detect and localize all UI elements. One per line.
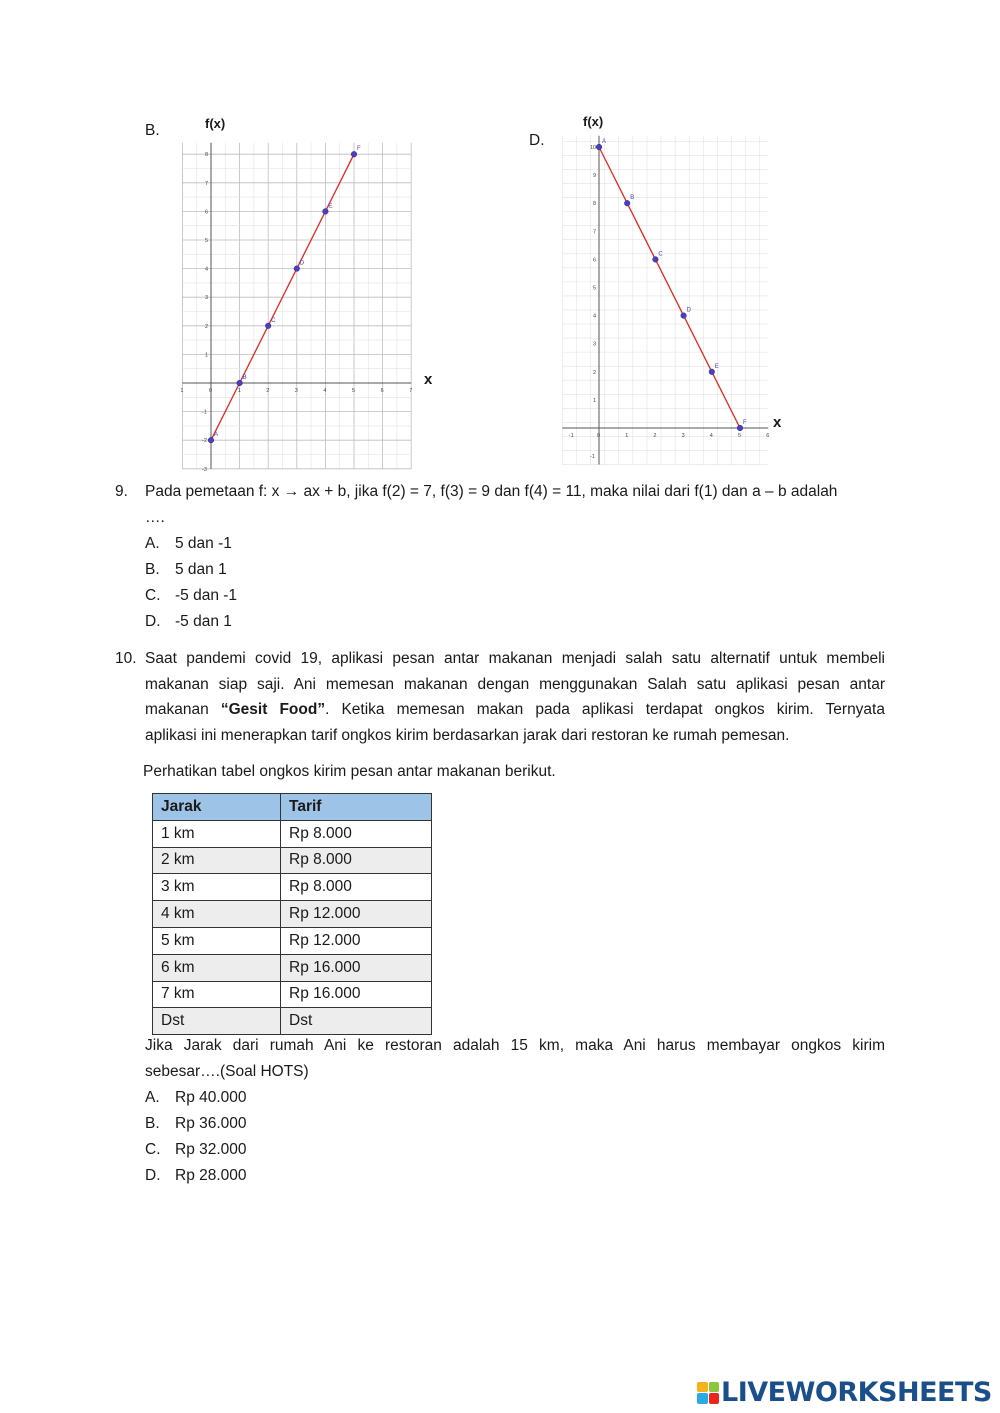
- logo-wordmark: LIVEWORKSHEETS: [721, 1377, 992, 1408]
- point-b: [237, 380, 243, 386]
- y-tick-label: -3: [202, 466, 207, 473]
- grid: [182, 143, 411, 469]
- cell-tarif: Rp 16.000: [281, 981, 432, 1008]
- graph-b-label: B.: [145, 122, 160, 139]
- option-text: Rp 28.000: [175, 1167, 247, 1184]
- y-tick-label: 6: [205, 209, 209, 216]
- x-tick-label: 3: [681, 433, 685, 439]
- q10-option-c[interactable]: [145, 1137, 247, 1163]
- point-c: [653, 257, 659, 263]
- cell-tarif: Rp 16.000: [281, 954, 432, 981]
- q9-option-b[interactable]: [145, 557, 227, 583]
- table-header-row: [153, 794, 432, 821]
- y-tick-label: -2: [202, 438, 207, 445]
- table-row: [153, 1008, 432, 1035]
- table-intro: Perhatikan tabel ongkos kirim pesan antar makanan berikut.: [143, 763, 556, 780]
- point-c: [265, 323, 271, 329]
- graph-b: [180, 136, 440, 474]
- option-text: -5 dan 1: [175, 613, 232, 630]
- q9-text-line1: Pada pemetaan f: x → ax + b, jika f(2) = 7, f(3) = 9 dan f(4) = 11, maka nilai dari f(1) dan a – b adalah: [145, 483, 838, 500]
- point-f: [351, 151, 357, 157]
- app-name: “Gesit Food”: [220, 701, 326, 718]
- y-tick-label: 2: [593, 369, 597, 376]
- cell-tarif: Dst: [281, 1008, 432, 1035]
- y-tick-label: 3: [593, 341, 597, 348]
- cell-jarak: 7 km: [153, 981, 281, 1008]
- y-tick-label: 7: [205, 180, 209, 187]
- cell-jarak: 3 km: [153, 874, 281, 901]
- cell-tarif: Rp 12.000: [281, 901, 432, 928]
- y-tick-label: 3: [205, 295, 209, 302]
- point-e: [709, 369, 715, 375]
- cell-jarak: 4 km: [153, 901, 281, 928]
- option-text: Rp 36.000: [175, 1115, 247, 1132]
- table-row: [153, 981, 432, 1008]
- option-letter: A.: [145, 1089, 160, 1106]
- x-tick-label: 2: [653, 433, 657, 439]
- graph-d-plot: [555, 133, 785, 471]
- option-text: Rp 40.000: [175, 1089, 247, 1106]
- q9-option-a[interactable]: [145, 531, 232, 557]
- option-text: -5 dan -1: [175, 587, 238, 604]
- option-letter: B.: [145, 1115, 160, 1132]
- x-tick-label: 1: [180, 388, 184, 394]
- cell-tarif: Rp 12.000: [281, 927, 432, 954]
- y-tick-label: 1: [205, 352, 209, 359]
- point-label: D: [299, 260, 305, 267]
- graph-d-label: D.: [529, 132, 545, 149]
- table-row: [153, 954, 432, 981]
- point-label: A: [214, 432, 219, 439]
- y-tick-label: 4: [205, 266, 209, 273]
- header-jarak: Jarak: [153, 794, 281, 821]
- option-letter: A.: [145, 535, 160, 552]
- header-tarif: Tarif: [281, 794, 432, 821]
- q10-number: 10.: [115, 650, 137, 667]
- point-label: A: [602, 139, 607, 145]
- point-label: C: [658, 251, 663, 258]
- x-tick-label: 5: [738, 433, 742, 439]
- x-tick-label: 0: [209, 388, 213, 394]
- table-row: [153, 820, 432, 847]
- point-label: F: [743, 420, 747, 426]
- point-label: F: [357, 146, 361, 153]
- x-tick-label: -1: [568, 433, 574, 439]
- tariff-table: [152, 793, 432, 1035]
- x-tick-label: 4: [323, 388, 327, 394]
- x-tick-label: 3: [294, 388, 298, 394]
- liveworksheets-logo[interactable]: [697, 1377, 992, 1408]
- option-text: 5 dan -1: [175, 535, 232, 552]
- point-label: E: [328, 203, 333, 210]
- x-tick-label: 1: [237, 388, 241, 394]
- graph-d: [555, 133, 785, 471]
- cell-jarak: 1 km: [153, 820, 281, 847]
- option-letter: C.: [145, 1141, 161, 1158]
- q10-text-line3: [145, 697, 885, 723]
- point-label: B: [242, 375, 247, 381]
- point-d: [681, 313, 687, 319]
- option-letter: D.: [145, 1167, 161, 1184]
- y-tick-label: 9: [593, 173, 597, 180]
- x-tick-label: 6: [766, 433, 770, 439]
- q9-number: 9.: [115, 483, 128, 500]
- graph-b-xlabel: x: [424, 371, 433, 388]
- q10-text-line2: makanan siap saji. Ani memesan makanan dengan menggunakan Salah satu aplikasi pesan antar: [145, 676, 885, 693]
- y-tick-label: 5: [593, 285, 597, 292]
- y-tick-label: 8: [593, 201, 597, 208]
- point-b: [624, 200, 630, 206]
- y-tick-label: 2: [205, 323, 209, 330]
- point-label: C: [271, 317, 276, 324]
- graph-b-ylabel: f(x): [205, 116, 226, 131]
- table-row: [153, 847, 432, 874]
- q10-text-line1: Saat pandemi covid 19, aplikasi pesan antar makanan menjadi salah satu alternatif untuk membeli: [145, 650, 885, 667]
- cell-tarif: Rp 8.000: [281, 847, 432, 874]
- point-label: E: [714, 363, 719, 370]
- point-label: B: [630, 195, 635, 202]
- graph-b-plot: [180, 136, 440, 474]
- option-letter: D.: [145, 613, 161, 630]
- q10-option-d[interactable]: [145, 1163, 247, 1189]
- y-tick-label: -1: [202, 409, 207, 416]
- table-row: [153, 927, 432, 954]
- table-row: [153, 901, 432, 928]
- y-tick-label: 10: [590, 145, 597, 151]
- x-tick-label: 5: [352, 388, 356, 394]
- x-tick-label: 6: [380, 388, 384, 394]
- grid: [562, 136, 768, 465]
- y-tick-label: 6: [593, 257, 597, 264]
- point-a: [208, 437, 214, 443]
- cell-jarak: Dst: [153, 1008, 281, 1035]
- logo-mark-icon: [697, 1382, 719, 1404]
- x-tick-label: 0: [597, 433, 601, 439]
- graph-d-xlabel: x: [773, 414, 782, 431]
- q10-option-a[interactable]: [145, 1085, 247, 1111]
- cell-jarak: 2 km: [153, 847, 281, 874]
- y-tick-label: 7: [593, 229, 597, 236]
- graph-d-ylabel: f(x): [583, 114, 604, 129]
- q10-question-line2: sebesar….(Soal HOTS): [145, 1063, 309, 1080]
- option-text: 5 dan 1: [175, 561, 227, 578]
- point-e: [323, 209, 329, 215]
- table-row: [153, 874, 432, 901]
- cell-jarak: 5 km: [153, 927, 281, 954]
- y-tick-label: -1: [590, 454, 595, 461]
- q10-text-line3-c: . Ketika memesan makan pada aplikasi terdapat ongkos kirim. Ternyata: [325, 701, 885, 718]
- q9-text-line2: ….: [145, 509, 165, 526]
- y-tick-label: 4: [593, 313, 597, 320]
- function-line: [599, 147, 740, 428]
- q10-option-b[interactable]: [145, 1111, 247, 1137]
- y-tick-label: 5: [205, 238, 209, 244]
- q10-text-line4: aplikasi ini menerapkan tarif ongkos kirim berdasarkan jarak dari restoran ke rumah pemesan.: [145, 727, 790, 744]
- q10-text-line3-a: makanan: [145, 701, 221, 718]
- point-f: [737, 425, 743, 431]
- x-tick-label: 4: [709, 433, 713, 439]
- y-tick-label: 8: [205, 152, 209, 159]
- x-tick-label: 2: [266, 388, 270, 394]
- x-tick-label: 7: [409, 388, 413, 394]
- q10-question-line1: Jika Jarak dari rumah Ani ke restoran adalah 15 km, maka Ani harus membayar ongkos kirim: [145, 1037, 885, 1054]
- option-letter: B.: [145, 561, 160, 578]
- option-letter: C.: [145, 587, 161, 604]
- q9-option-d[interactable]: [145, 609, 232, 635]
- point-d: [294, 266, 300, 272]
- y-tick-label: 1: [593, 397, 597, 404]
- cell-jarak: 6 km: [153, 954, 281, 981]
- x-tick-label: 1: [625, 433, 629, 439]
- point-a: [596, 144, 602, 150]
- cell-tarif: Rp 8.000: [281, 820, 432, 847]
- point-label: D: [686, 307, 691, 314]
- option-text: Rp 32.000: [175, 1141, 247, 1158]
- q9-option-c[interactable]: [145, 583, 237, 609]
- cell-tarif: Rp 8.000: [281, 874, 432, 901]
